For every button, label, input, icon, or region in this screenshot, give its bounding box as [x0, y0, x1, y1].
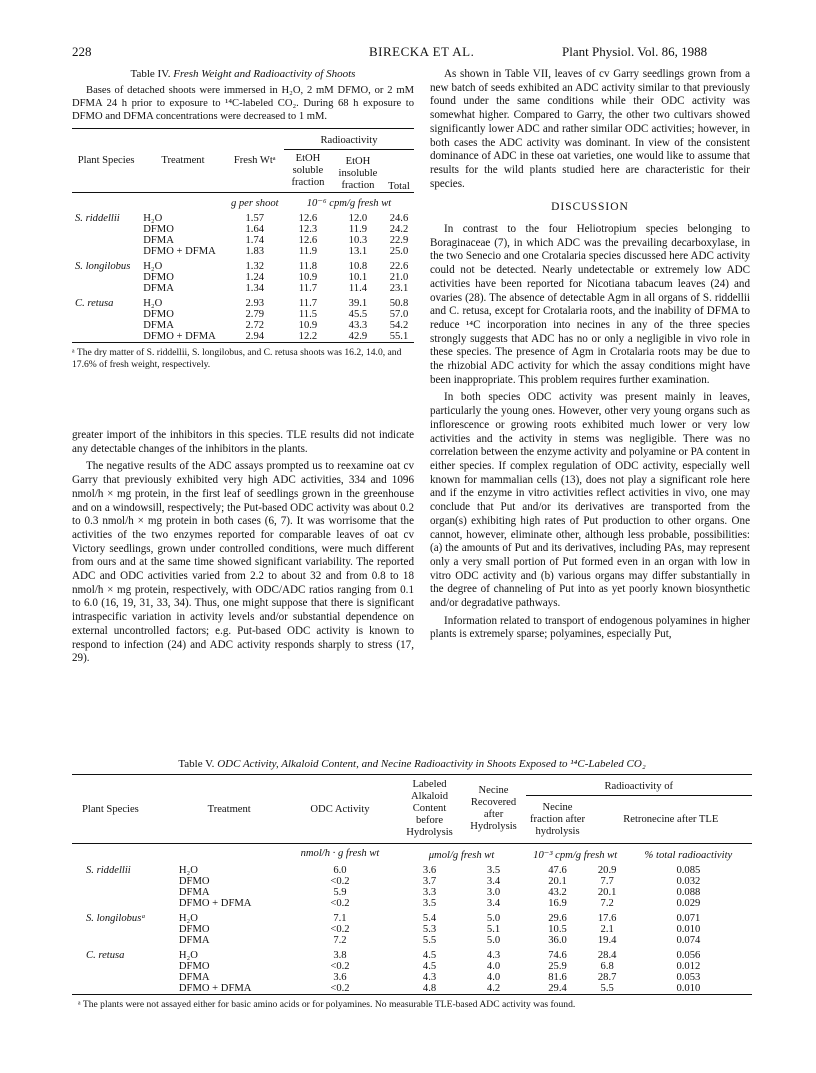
page-number: 228 — [72, 44, 92, 59]
table-row — [72, 294, 414, 309]
t4-cell-insol: 43.3 — [348, 320, 368, 331]
t5-cell-recovered: 5.1 — [486, 924, 501, 935]
t5-head-retronecine: Retronecine after TLE — [623, 814, 719, 826]
t4-head-etoh-sol: EtOH soluble fraction — [291, 153, 325, 188]
left-column-text — [72, 429, 414, 666]
t5-cell-retronecine: 28.7 — [597, 972, 617, 983]
t4-cell-treatment: DFMO — [143, 309, 174, 320]
t4-cell-freshwt: 1.83 — [245, 246, 265, 257]
t5-cell-odc: <0.2 — [330, 876, 350, 887]
t5-cell-species: C. retusa — [86, 950, 125, 961]
t5-cell-recovered: 5.0 — [486, 913, 501, 924]
table-row — [72, 224, 414, 235]
t4-cell-freshwt: 1.32 — [245, 261, 265, 272]
t4-cell-freshwt: 1.64 — [245, 224, 265, 235]
t4-cell-freshwt: 2.79 — [245, 309, 265, 320]
t5-cell-treatment: DFMA — [178, 972, 210, 983]
table-row — [72, 876, 752, 887]
t4-cell-species — [72, 283, 140, 294]
t4-cell-freshwt: 1.34 — [245, 283, 265, 294]
t4-cell-species — [72, 272, 140, 283]
t5-cell-labeled: 4.5 — [422, 950, 437, 961]
t5-cell-fraction: 20.1 — [548, 876, 567, 887]
t5-head-species: Plant Species — [82, 803, 139, 815]
t5-cell-fraction: 16.9 — [548, 898, 567, 909]
t5-cell-fraction: 10.5 — [548, 924, 567, 935]
table-v — [72, 758, 752, 1011]
t5-cell-odc: <0.2 — [330, 898, 350, 909]
t5-cell-treatment: H₂O — [178, 950, 198, 961]
t4-cell-treatment: DFMA — [143, 320, 174, 331]
table-iv-title: Table IV. Fresh Weight and Radioactivity of Shoots — [130, 68, 356, 80]
t5-cell-fraction: 43.2 — [548, 887, 567, 898]
t4-cell-total: 24.6 — [389, 213, 409, 224]
t5-head-necine-recovered: Necine Recovered after Hydrolysis — [470, 785, 517, 832]
right-paragraph-1: As shown in Table VII, leaves of cv Garry seedlings grown from a new batch of seeds exhibited an ADC activity similar to that previously found under the same conditions while their ODC activity was somewhat higher. Compared to Garry, the other two cultivars showed significantly lower ADC and rather similar ODC activities; however, in both cases the ADC activity was dominant. In view of the consistent dominance of ADC in these oat varieties, one would like to assume that results for the wild plants studied here are characteristic for their species. — [430, 68, 750, 190]
t4-cell-sol: 11.9 — [298, 246, 318, 257]
t5-cell-recovered: 3.5 — [486, 865, 501, 876]
table-row — [72, 320, 414, 331]
t5-cell-recovered: 4.2 — [486, 983, 501, 994]
t4-cell-total: 21.0 — [389, 272, 409, 283]
t5-cell-retronecine: 20.9 — [597, 865, 617, 876]
t5-cell-odc: <0.2 — [330, 924, 350, 935]
t4-cell-total: 22.6 — [389, 261, 409, 272]
t5-cell-fraction: 36.0 — [548, 935, 567, 946]
t5-cell-treatment: H₂O — [178, 913, 198, 924]
t4-unit-freshwt: g per shoot — [230, 198, 279, 209]
t4-cell-insol: 10.3 — [348, 235, 368, 246]
t4-cell-sol: 12.2 — [298, 331, 318, 342]
t4-cell-insol: 42.9 — [348, 331, 368, 342]
t5-cell-fraction: 81.6 — [548, 972, 567, 983]
left-paragraph-2: The negative results of the ADC assays prompted us to reexamine oat cv Garry that previously exhibited very high ADC activities, 334 and 1096 nmol/h × mg protein, in the first leaf of seedlings grown in the greenhouse and on a windowsill, respectively; the Put-based ODC activity was about 0.2 to 0.3 nmol/h × mg protein in both cases (6, 7). It was worrisome that the activities of the two enzymes reported for comparable leaves of oat cv Victory seedlings, grown under controlled conditions, were much different from ours and at the same time showed significant variability. The reported ADC and ODC activities varied from 2.2 to about 32 and from 0.8 to 18 nmol/h × mg protein, respectively, with ODC/ADC ratios ranging from 0.1 to 6.0 (16, 19, 31, 33, 34). Thus, one might suppose that there is significant intraspecific variation in activity levels and/or substantial dependence on external uncontrolled factors; e.g. Put-based ODC activity is known to respond to infection (24) and ADC activity responds sharply to stress (17, 29). — [72, 460, 414, 665]
t5-cell-species — [72, 876, 176, 887]
t5-body — [72, 861, 752, 995]
t5-cell-species — [72, 887, 176, 898]
t5-cell-odc: 5.9 — [333, 887, 347, 898]
t4-cell-total: 54.2 — [389, 320, 409, 331]
table-row — [72, 235, 414, 246]
t4-cell-total: 57.0 — [389, 309, 409, 320]
t4-cell-insol: 11.4 — [348, 283, 368, 294]
table-row — [72, 861, 752, 876]
t5-cell-recovered: 4.3 — [486, 950, 501, 961]
t4-cell-freshwt: 1.24 — [245, 272, 265, 283]
t5-cell-pct: 0.012 — [676, 961, 701, 972]
t4-cell-sol: 12.6 — [298, 235, 318, 246]
t5-cell-odc: 7.1 — [333, 913, 347, 924]
t5-cell-treatment: DFMO — [178, 924, 210, 935]
t5-cell-pct: 0.074 — [676, 935, 701, 946]
t5-cell-labeled: 3.7 — [422, 876, 437, 887]
t5-cell-recovered: 4.0 — [486, 972, 501, 983]
t5-cell-odc: <0.2 — [330, 961, 350, 972]
t4-cell-treatment: H₂O — [143, 298, 163, 309]
t4-head-freshwt: Fresh Wtᵃ — [233, 155, 276, 166]
t5-cell-treatment: DFMA — [178, 935, 210, 946]
t5-cell-pct: 0.010 — [676, 983, 701, 994]
t4-cell-species — [72, 309, 140, 320]
t5-cell-labeled: 4.8 — [422, 983, 437, 994]
t5-cell-species — [72, 935, 176, 946]
table-v-footnote: ᵃ The plants were not assayed either for basic amino acids or for polyamines. No measurable TLE-based ADC activity was found. — [78, 999, 576, 1010]
table-row — [72, 257, 414, 272]
table-row — [72, 935, 752, 946]
t4-cell-species: C. retusa — [75, 298, 114, 309]
t5-cell-species — [72, 898, 176, 909]
t5-cell-species — [72, 961, 176, 972]
table-row — [72, 209, 414, 224]
t4-cell-total: 50.8 — [389, 298, 409, 309]
t5-cell-pct: 0.029 — [676, 898, 701, 909]
t5-cell-labeled: 3.5 — [422, 898, 437, 909]
t5-cell-pct: 0.088 — [676, 887, 701, 898]
t5-cell-retronecine: 5.5 — [600, 983, 614, 994]
t4-cell-sol: 12.3 — [298, 224, 318, 235]
t4-cell-freshwt: 2.93 — [245, 298, 265, 309]
t5-cell-odc: 7.2 — [333, 935, 347, 946]
t5-cell-retronecine: 2.1 — [600, 924, 614, 935]
t5-cell-recovered: 3.4 — [486, 898, 501, 909]
t5-cell-labeled: 3.6 — [422, 865, 437, 876]
t5-cell-labeled: 5.5 — [422, 935, 437, 946]
t4-cell-treatment: DFMO + DFMA — [143, 331, 216, 342]
t4-head-species: Plant Species — [77, 155, 135, 166]
left-paragraph-1: greater import of the inhibitors in this species. TLE results did not indicate any detectable changes of the inhibitors in the plants. — [72, 429, 414, 455]
t5-cell-treatment: DFMA — [178, 887, 210, 898]
table-row — [72, 972, 752, 983]
t4-unit-radio: 10⁻⁶ cpm/g fresh wt — [306, 198, 392, 209]
t4-cell-sol: 11.5 — [298, 309, 318, 320]
t4-cell-species — [72, 246, 140, 257]
t5-cell-species — [72, 924, 176, 935]
t4-body — [72, 209, 414, 343]
t4-cell-sol: 11.7 — [298, 298, 318, 309]
table-row — [72, 983, 752, 995]
t4-cell-freshwt: 1.57 — [245, 213, 265, 224]
right-column-text — [430, 68, 750, 642]
table-v-title: Table V. ODC Activity, Alkaloid Content, and Necine Radioactivity in Shoots Exposed to ¹⁴C-Labeled CO₂ — [178, 758, 646, 770]
t5-cell-labeled: 4.5 — [422, 961, 437, 972]
t4-cell-insol: 45.5 — [348, 309, 368, 320]
t5-cell-labeled: 4.3 — [422, 972, 437, 983]
t5-cell-fraction: 29.4 — [548, 983, 567, 994]
t4-cell-insol: 10.8 — [348, 261, 368, 272]
t5-head-labeled: Labeled Alkaloid Content before Hydrolysis — [406, 779, 453, 838]
table-row — [72, 909, 752, 924]
t5-cell-treatment: DFMO — [178, 961, 210, 972]
t4-head-treatment: Treatment — [161, 155, 205, 166]
t4-cell-insol: 10.1 — [348, 272, 368, 283]
t4-cell-insol: 11.9 — [348, 224, 368, 235]
t4-cell-treatment: H₂O — [143, 213, 163, 224]
t5-head-treatment: Treatment — [207, 803, 251, 815]
right-paragraph-4: Information related to transport of endogenous polyamines in higher plants is extremely sparse; polyamines, especially Put, — [430, 614, 750, 641]
t4-cell-sol: 12.6 — [298, 213, 318, 224]
t5-cell-species — [72, 972, 176, 983]
t5-cell-treatment: DFMO + DFMA — [178, 983, 252, 994]
t4-cell-insol: 12.0 — [348, 213, 368, 224]
t5-cell-odc: 6.0 — [333, 865, 347, 876]
t5-cell-recovered: 3.0 — [486, 887, 501, 898]
t5-cell-retronecine: 19.4 — [597, 935, 617, 946]
t5-cell-fraction: 25.9 — [548, 961, 567, 972]
t5-cell-treatment: DFMO — [178, 876, 210, 887]
t4-cell-treatment: DFMA — [143, 283, 174, 294]
t5-unit-pct: % total radioactivity — [644, 850, 733, 861]
t4-cell-sol: 10.9 — [298, 272, 318, 283]
t5-cell-fraction: 29.6 — [548, 913, 567, 924]
t4-cell-species: S. longilobus — [75, 261, 131, 272]
t5-cell-retronecine: 28.4 — [597, 950, 617, 961]
right-paragraph-3: In both species ODC activity was present mainly in leaves, particularly the young ones. However, other very young organs such as inflorescence or growing roots exhibited much lower or very low activities and the activity in stems was negligible. There was no correlation between the enzyme activity and polyamine or PA content in either species. If complex regulation of ODC activity, especially well known for mammalian cells (13), does not play a significant role here and if the enzyme in vitro activities reflect activities in vivo, one may conclude that Put and/or its derivatives are transported from the organ(s) exhibiting high rates of Put production to other organs. One cannot, however, eliminate other, although less probable, possibilities: (a) the amounts of Put and its derivatives, including PAs, may represent only a very small portion of Put formed even in an organ with low in vitro ODC activity and (b) various organs may differ substantially in the degree of channeling of Put into as yet poorly known biosynthetic and/or degradative pathways. — [430, 391, 750, 610]
t5-cell-fraction: 74.6 — [548, 950, 567, 961]
t5-cell-retronecine: 7.2 — [600, 898, 614, 909]
t4-cell-treatment: DFMA — [143, 235, 174, 246]
t5-head-radioactivity-of: Radioactivity of — [526, 775, 752, 796]
table-row — [72, 272, 414, 283]
t4-cell-treatment: DFMO — [143, 224, 174, 235]
t4-cell-insol: 39.1 — [348, 298, 368, 309]
discussion-heading: DISCUSSION — [551, 201, 629, 214]
t4-head-etoh-insol: EtOH insoluble fraction — [338, 156, 378, 191]
t4-cell-total: 22.9 — [389, 235, 409, 246]
t4-cell-sol: 10.9 — [298, 320, 318, 331]
t5-cell-odc: <0.2 — [330, 983, 350, 994]
t5-cell-pct: 0.053 — [676, 972, 701, 983]
table-iv-caption: Bases of detached shoots were immersed in H₂O, 2 mM DFMO, or 2 mM DFMA 24 h prior to exposure to ¹⁴C-labeled CO₂. During 68 h exposure to DFMO and DFMA concentrations were decreased to 1 mM. — [72, 85, 414, 122]
table-row — [72, 309, 414, 320]
table-row — [72, 961, 752, 972]
table-row — [72, 283, 414, 294]
t5-cell-species: S. longilobusᵃ — [86, 913, 146, 924]
t5-cell-pct: 0.085 — [676, 865, 701, 876]
t4-cell-total: 24.2 — [389, 224, 409, 235]
running-head-journal: Plant Physiol. Vol. 86, 1988 — [562, 44, 708, 59]
t5-cell-labeled: 5.3 — [422, 924, 437, 935]
t5-cell-recovered: 5.0 — [486, 935, 501, 946]
table-row — [72, 924, 752, 935]
t4-head-radioactivity: Radioactivity — [284, 129, 414, 150]
t4-cell-sol: 11.8 — [298, 261, 318, 272]
t4-cell-total: 55.1 — [389, 331, 409, 342]
t5-cell-species: S. riddellii — [86, 865, 131, 876]
t5-unit-radio: 10⁻³ cpm/g fresh wt — [533, 850, 618, 861]
t5-cell-retronecine: 6.8 — [600, 961, 614, 972]
t5-cell-pct: 0.032 — [676, 876, 701, 887]
t5-unit-content: μmol/g fresh wt — [428, 850, 495, 861]
t4-cell-freshwt: 2.72 — [245, 320, 265, 331]
table-row — [72, 331, 414, 343]
t5-cell-odc: 3.8 — [333, 950, 347, 961]
t5-cell-recovered: 4.0 — [486, 961, 501, 972]
t5-cell-retronecine: 7.7 — [600, 876, 614, 887]
table-row — [72, 887, 752, 898]
running-head-authors: BIRECKA ET AL. — [369, 44, 475, 59]
t4-cell-species — [72, 235, 140, 246]
table-row — [72, 946, 752, 961]
t5-cell-pct: 0.010 — [676, 924, 701, 935]
t4-cell-total: 23.1 — [389, 283, 409, 294]
table-iv-footnote: ᵃ The dry matter of S. riddellii, S. longilobus, and C. retusa shoots was 16.2, 14.0, and 17.6% of fresh weight, respectively. — [72, 347, 402, 370]
t5-cell-odc: 3.6 — [333, 972, 347, 983]
t5-cell-pct: 0.056 — [676, 950, 701, 961]
t4-cell-species — [72, 320, 140, 331]
t5-cell-fraction: 47.6 — [548, 865, 567, 876]
t5-cell-treatment: H₂O — [178, 865, 198, 876]
t4-cell-freshwt: 2.94 — [245, 331, 265, 342]
t5-cell-pct: 0.071 — [676, 913, 701, 924]
t4-head-total: Total — [388, 181, 410, 192]
t4-cell-species — [72, 331, 140, 343]
t5-cell-recovered: 3.4 — [486, 876, 501, 887]
table-row — [72, 246, 414, 257]
t5-cell-labeled: 5.4 — [422, 913, 437, 924]
t4-cell-treatment: H₂O — [143, 261, 163, 272]
t4-cell-freshwt: 1.74 — [245, 235, 265, 246]
t5-cell-treatment: DFMO + DFMA — [178, 898, 252, 909]
t4-cell-sol: 11.7 — [298, 283, 318, 294]
t5-head-necine-fraction: Necine fraction after hydrolysis — [530, 801, 586, 837]
t4-cell-total: 25.0 — [389, 246, 409, 257]
t5-unit-odc: nmol/h · g fresh wt — [300, 848, 380, 859]
right-paragraph-2: In contrast to the four Heliotropium species belonging to Boraginaceae (7), in which ADC was the prevailing decarboxylase, in the two Senecio and one Crotalaria species discussed here ADC activity could not be detected. Nearly undetectable or extremely low ADC activities have been reported for Nicotiana tabacum leaves (24) and ovaries (28). The absence of detectable Agm in all organs of S. riddellii and C. retusa, except for Crotalaria roots, and the inability of DFMA to reduce ¹⁴C incorporation into necines in any of the three species strongly suggests that ADC has no or only a negligible in vivo role in these species. The presence of Agm in Crotalaria roots may be due to the rhizobial ADC activity for which the assay conditions might have been inappropriate. This problem requires further examination. — [430, 223, 750, 386]
t5-head-odc: ODC Activity — [310, 803, 370, 815]
t4-cell-treatment: DFMO — [143, 272, 174, 283]
t5-cell-labeled: 3.3 — [422, 887, 437, 898]
t4-cell-treatment: DFMO + DFMA — [143, 246, 216, 257]
t4-cell-species — [72, 224, 140, 235]
table-iv — [72, 68, 414, 371]
t5-cell-retronecine: 20.1 — [597, 887, 617, 898]
table-iv-grid — [72, 128, 414, 343]
t4-cell-insol: 13.1 — [348, 246, 368, 257]
table-row — [72, 898, 752, 909]
t4-cell-species: S. riddellii — [75, 213, 120, 224]
t5-cell-species — [72, 983, 176, 995]
t5-cell-retronecine: 17.6 — [597, 913, 617, 924]
table-v-grid — [72, 774, 752, 995]
